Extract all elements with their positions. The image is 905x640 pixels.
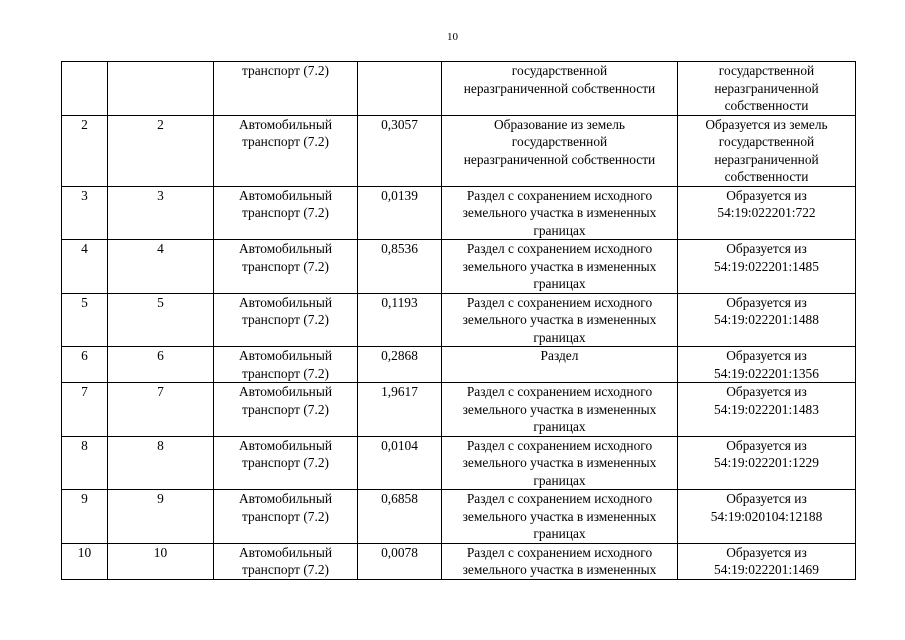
permitted-use-cell: Автомобильный транспорт (7.2) bbox=[214, 240, 358, 294]
plot-number-cell: 4 bbox=[108, 240, 214, 294]
plot-number-cell: 6 bbox=[108, 347, 214, 383]
permitted-use-cell: Автомобильный транспорт (7.2) bbox=[214, 347, 358, 383]
permitted-use-cell: Автомобильный транспорт (7.2) bbox=[214, 490, 358, 544]
formation-method-cell: Раздел с сохранением исходного земельного участка в измененных границах bbox=[442, 436, 678, 490]
permitted-use-cell: Автомобильный транспорт (7.2) bbox=[214, 383, 358, 437]
permitted-use-cell: Автомобильный транспорт (7.2) bbox=[214, 436, 358, 490]
plot-number-cell: 7 bbox=[108, 383, 214, 437]
permitted-use-cell: Автомобильный транспорт (7.2) bbox=[214, 543, 358, 579]
table-row bbox=[62, 347, 856, 383]
plot-number-cell: 9 bbox=[108, 490, 214, 544]
row-number-cell: 9 bbox=[62, 490, 108, 544]
source-plot-cell: Образуется из 54:19:022201:1483 bbox=[678, 383, 856, 437]
source-plot-cell: Образуется из 54:19:022201:1229 bbox=[678, 436, 856, 490]
table-row bbox=[62, 115, 856, 186]
formation-method-cell: Раздел с сохранением исходного земельного участка в измененных границах bbox=[442, 186, 678, 240]
formation-method-cell: Раздел с сохранением исходного земельного участка в измененных границах bbox=[442, 383, 678, 437]
area-cell: 0,1193 bbox=[358, 293, 442, 347]
row-number-cell: 6 bbox=[62, 347, 108, 383]
plot-number-cell: 5 bbox=[108, 293, 214, 347]
table-row bbox=[62, 543, 856, 579]
area-cell: 0,6858 bbox=[358, 490, 442, 544]
area-cell: 0,0104 bbox=[358, 436, 442, 490]
table-row bbox=[62, 383, 856, 437]
formation-method-cell: государственной неразграниченной собственности bbox=[442, 62, 678, 116]
plot-number-cell: 8 bbox=[108, 436, 214, 490]
table-row bbox=[62, 293, 856, 347]
table-row bbox=[62, 62, 856, 116]
source-plot-cell: Образуется из 54:19:022201:1485 bbox=[678, 240, 856, 294]
land-plots-table bbox=[61, 61, 856, 580]
row-number-cell bbox=[62, 62, 108, 116]
plot-number-cell: 10 bbox=[108, 543, 214, 579]
table-row bbox=[62, 490, 856, 544]
row-number-cell: 4 bbox=[62, 240, 108, 294]
source-plot-cell: Образуется из 54:19:020104:12188 bbox=[678, 490, 856, 544]
area-cell bbox=[358, 62, 442, 116]
permitted-use-cell: Автомобильный транспорт (7.2) bbox=[214, 115, 358, 186]
formation-method-cell: Раздел с сохранением исходного земельного участка в измененных границах bbox=[442, 490, 678, 544]
source-plot-cell: государственной неразграниченной собственности bbox=[678, 62, 856, 116]
table-row bbox=[62, 240, 856, 294]
row-number-cell: 8 bbox=[62, 436, 108, 490]
row-number-cell: 10 bbox=[62, 543, 108, 579]
area-cell: 0,0139 bbox=[358, 186, 442, 240]
formation-method-cell: Раздел с сохранением исходного земельного участка в измененных bbox=[442, 543, 678, 579]
page-number: 10 bbox=[447, 31, 458, 43]
source-plot-cell: Образуется из земель государственной неразграниченной собственности bbox=[678, 115, 856, 186]
table-row bbox=[62, 436, 856, 490]
source-plot-cell: Образуется из 54:19:022201:1469 bbox=[678, 543, 856, 579]
plot-number-cell bbox=[108, 62, 214, 116]
formation-method-cell: Раздел bbox=[442, 347, 678, 383]
permitted-use-cell: Автомобильный транспорт (7.2) bbox=[214, 186, 358, 240]
area-cell: 0,3057 bbox=[358, 115, 442, 186]
row-number-cell: 3 bbox=[62, 186, 108, 240]
formation-method-cell: Образование из земель государственной неразграниченной собственности bbox=[442, 115, 678, 186]
area-cell: 0,8536 bbox=[358, 240, 442, 294]
row-number-cell: 5 bbox=[62, 293, 108, 347]
permitted-use-cell: транспорт (7.2) bbox=[214, 62, 358, 116]
plot-number-cell: 3 bbox=[108, 186, 214, 240]
source-plot-cell: Образуется из 54:19:022201:722 bbox=[678, 186, 856, 240]
source-plot-cell: Образуется из 54:19:022201:1488 bbox=[678, 293, 856, 347]
table-row bbox=[62, 186, 856, 240]
area-cell: 1,9617 bbox=[358, 383, 442, 437]
area-cell: 0,0078 bbox=[358, 543, 442, 579]
row-number-cell: 7 bbox=[62, 383, 108, 437]
plot-number-cell: 2 bbox=[108, 115, 214, 186]
area-cell: 0,2868 bbox=[358, 347, 442, 383]
row-number-cell: 2 bbox=[62, 115, 108, 186]
formation-method-cell: Раздел с сохранением исходного земельного участка в измененных границах bbox=[442, 293, 678, 347]
formation-method-cell: Раздел с сохранением исходного земельного участка в измененных границах bbox=[442, 240, 678, 294]
permitted-use-cell: Автомобильный транспорт (7.2) bbox=[214, 293, 358, 347]
source-plot-cell: Образуется из 54:19:022201:1356 bbox=[678, 347, 856, 383]
